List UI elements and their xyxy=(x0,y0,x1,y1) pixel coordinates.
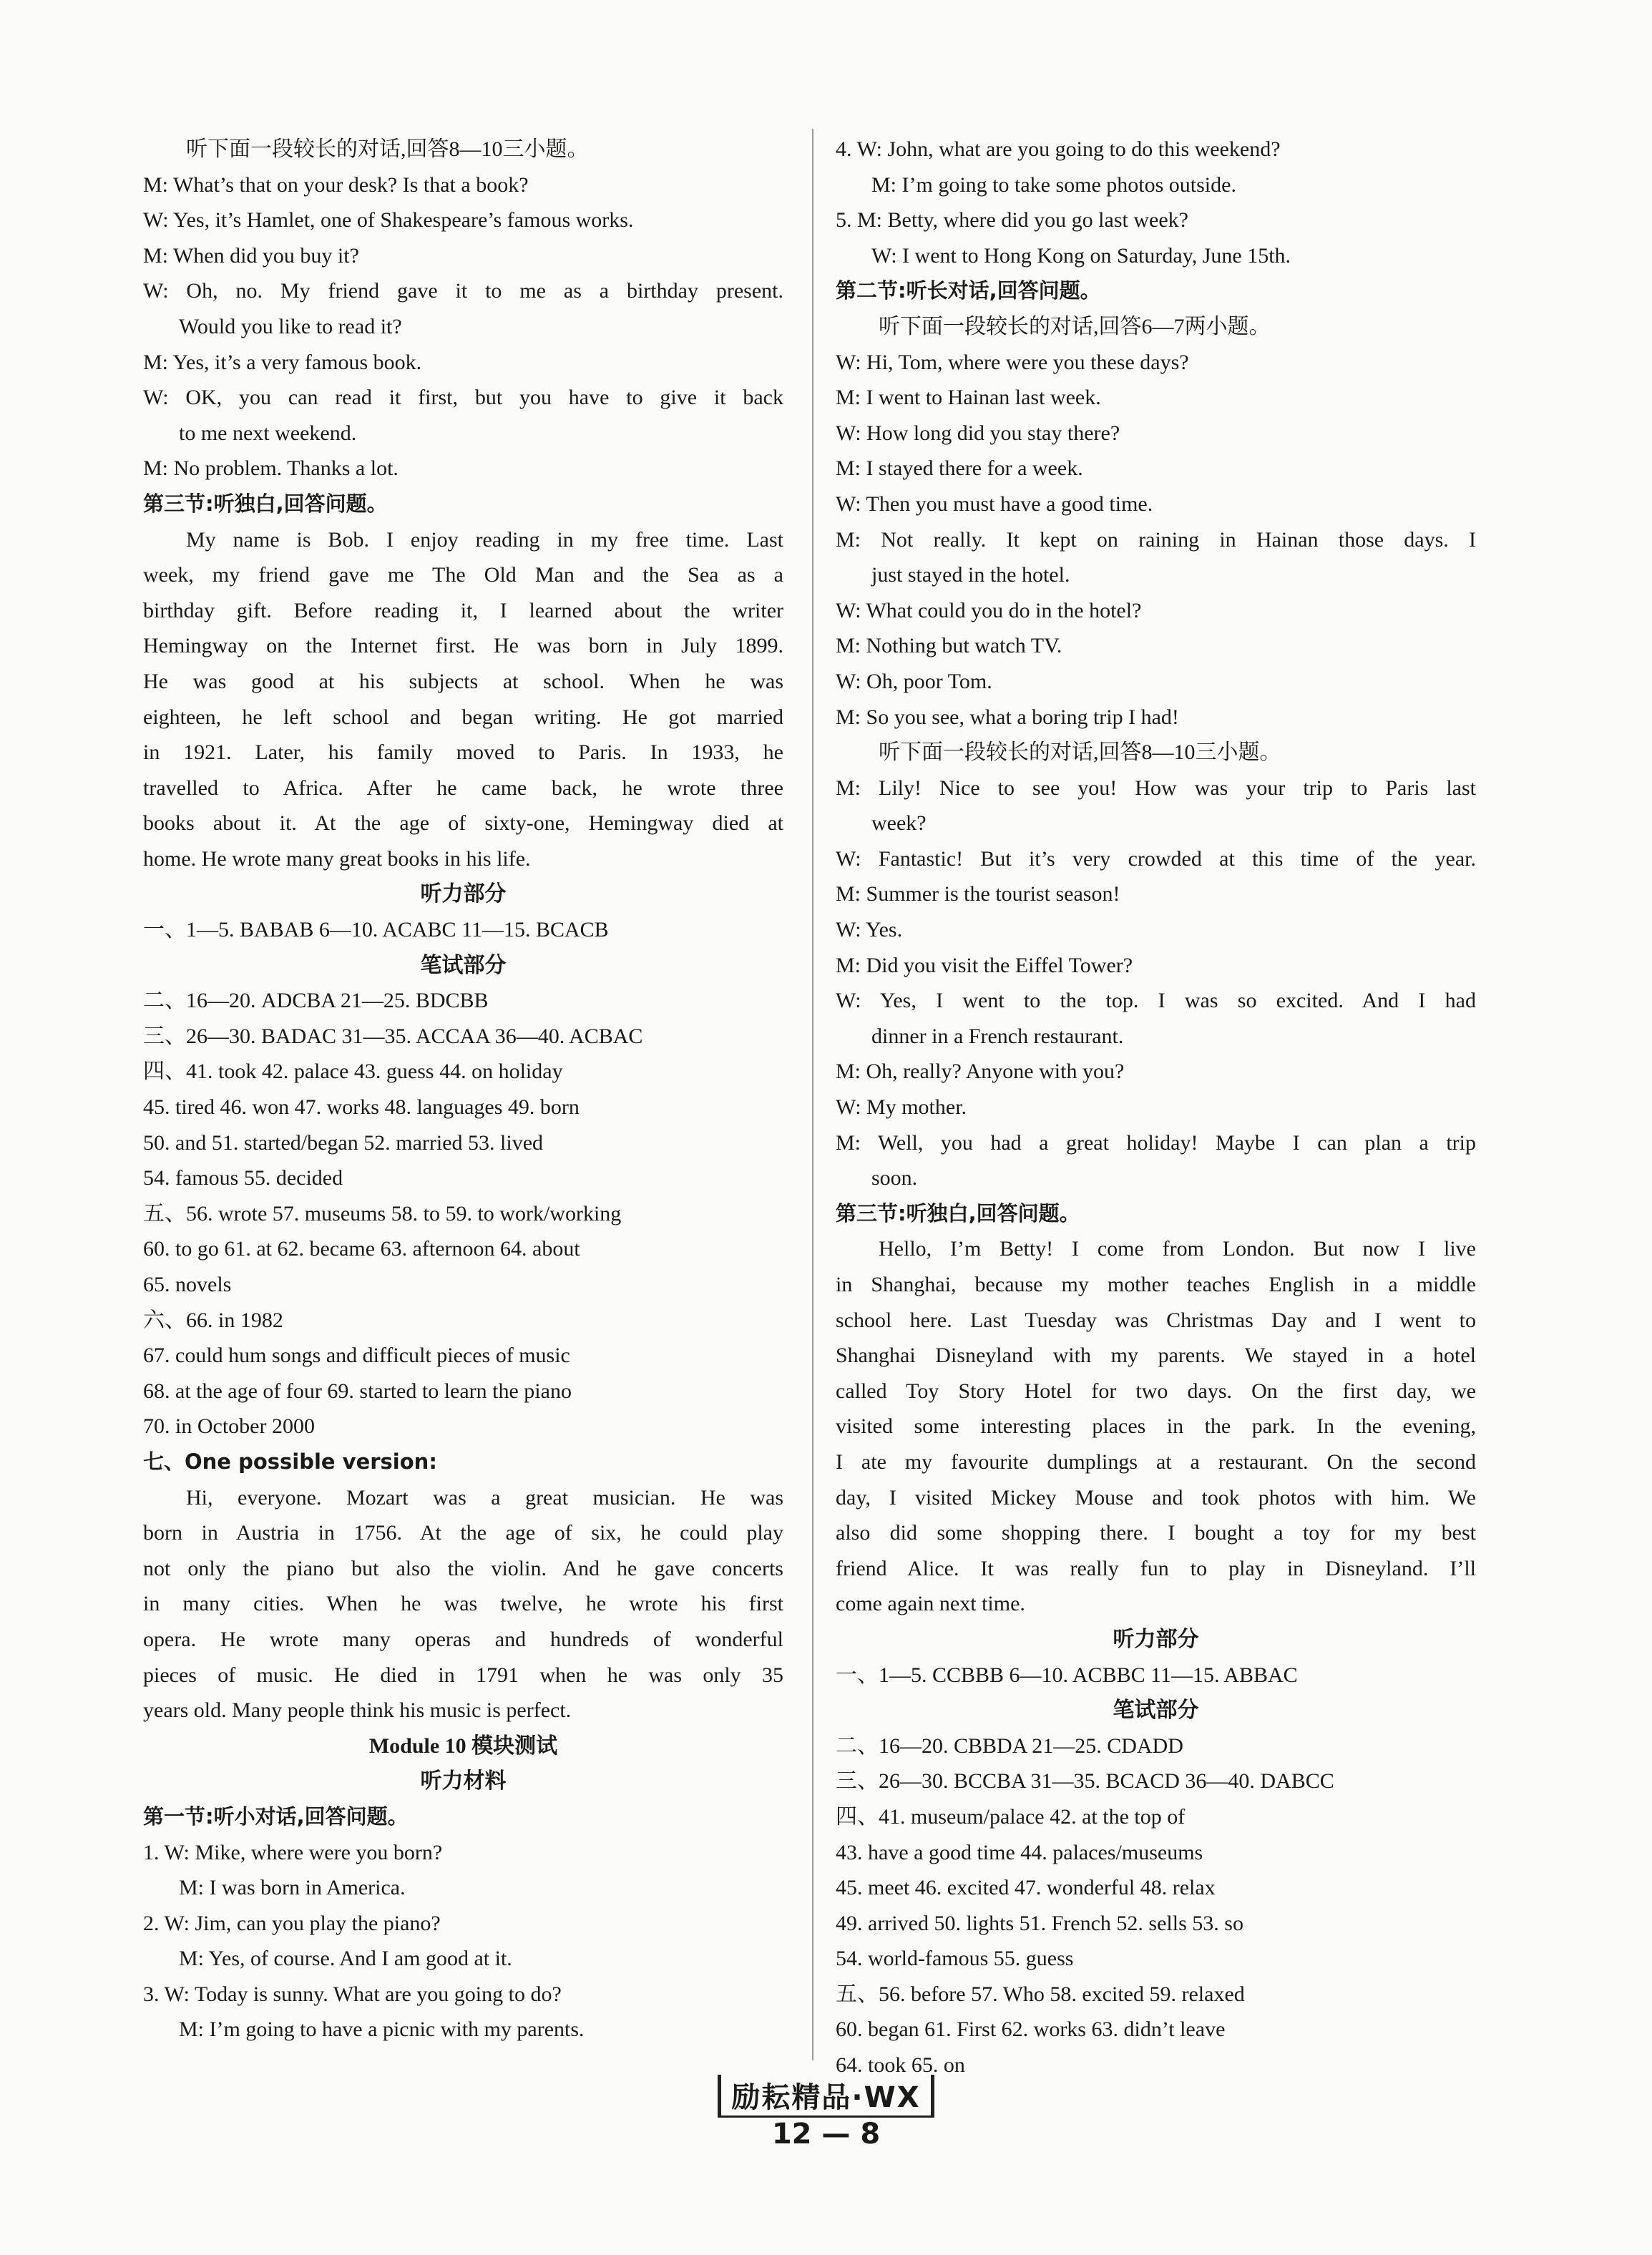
text-line: 笔试部分 xyxy=(1113,1698,1199,1723)
text-line: 一、1—5. CCBBB 6—10. ACBBC 11—15. ABBAC xyxy=(836,1663,1298,1687)
text-line: 四、41. museum/palace 42. at the top of xyxy=(836,1804,1186,1829)
text-line: M: Yes, it’s a very famous book. xyxy=(143,350,422,374)
text-line: W: Then you must have a good time. xyxy=(836,491,1153,516)
text-line: Hemingway on the Internet first. He was born in July 1899. xyxy=(143,634,783,658)
text-line: books about it. At the age of sixty-one, Hemingway died at xyxy=(143,811,783,836)
text-line: to me next weekend. xyxy=(179,421,357,445)
text-line: school here. Last Tuesday was Christmas Day and I went to xyxy=(836,1308,1476,1332)
text-line: in 1921. Later, his family moved to Paris. In 1933, he xyxy=(143,740,783,765)
text-line: 二、16—20. ADCBA 21—25. BDCBB xyxy=(143,989,489,1013)
text-line: eighteen, he left school and began writing. He got married xyxy=(143,705,783,729)
text-line: 45. meet 46. excited 47. wonderful 48. relax xyxy=(836,1876,1216,1900)
text-line: Would you like to read it? xyxy=(179,314,402,338)
text-line: 第三节:听独白,回答问题。 xyxy=(836,1200,1080,1226)
text-line: M: I’m going to have a picnic with my parents. xyxy=(179,2017,585,2042)
text-line: Shanghai Disneyland with my parents. We stayed in a hotel xyxy=(836,1344,1476,1368)
text-line: 三、26—30. BCCBA 31—35. BCACD 36—40. DABCC xyxy=(836,1769,1334,1794)
text-line: called Toy Story Hotel for two days. On the first day, we xyxy=(836,1379,1476,1403)
text-line: W: I went to Hong Kong on Saturday, June 15th. xyxy=(871,243,1291,268)
text-line: 3. W: Today is sunny. What are you going to do? xyxy=(143,1982,562,2006)
text-line: 第二节:听长对话,回答问题。 xyxy=(836,278,1101,303)
text-line: M: I’m going to take some photos outside. xyxy=(871,172,1236,197)
text-line: also did some shopping there. I bought a toy for my best xyxy=(836,1521,1476,1545)
text-line: He was good at his subjects at school. When he was xyxy=(143,669,783,693)
text-line: M: What’s that on your desk? Is that a book? xyxy=(143,172,529,197)
text-line: 54. famous 55. decided xyxy=(143,1166,343,1190)
text-line: 听力材料 xyxy=(420,1769,507,1794)
text-line: W: Hi, Tom, where were you these days? xyxy=(836,350,1189,374)
text-line: 第三节:听独白,回答问题。 xyxy=(143,491,388,516)
text-line: Module 10 模块测试 xyxy=(368,1733,558,1758)
text-line: 64. took 65. on xyxy=(836,2053,965,2078)
text-line: soon. xyxy=(871,1166,918,1190)
text-line: 43. have a good time 44. palaces/museums xyxy=(836,1840,1203,1864)
text-line: in many cities. When he was twelve, he wrote his first xyxy=(143,1592,783,1616)
text-line: visited some interesting places in the park. In the evening, xyxy=(836,1414,1476,1439)
text-line: 1. W: Mike, where were you born? xyxy=(143,1840,443,1864)
text-line: 45. tired 46. won 47. works 48. languages 49. born xyxy=(143,1095,580,1120)
text-line: 笔试部分 xyxy=(420,953,507,977)
text-line: opera. He wrote many operas and hundreds of wonderful xyxy=(143,1627,783,1651)
text-line: M: Lily! Nice to see you! How was your trip to Paris last xyxy=(836,776,1476,800)
left-column xyxy=(143,132,783,2048)
text-line: 六、66. in 1982 xyxy=(143,1308,283,1332)
text-line: 一、1—5. BABAB 6—10. ACABC 11—15. BCACB xyxy=(143,918,609,942)
text-line: W: Oh, no. My friend gave it to me as a birthday present. xyxy=(143,279,783,303)
page-number: 12 — 8 xyxy=(771,2118,881,2151)
text-line: 听下面一段较长的对话,回答6—7两小题。 xyxy=(879,314,1271,338)
text-line: W: What could you do in the hotel? xyxy=(836,598,1142,622)
text-line: M: No problem. Thanks a lot. xyxy=(143,456,399,481)
text-line: birthday gift. Before reading it, I learned about the writer xyxy=(143,598,783,622)
text-line: 49. arrived 50. lights 51. French 52. sells 53. so xyxy=(836,1911,1243,1935)
text-line: M: Oh, really? Anyone with you? xyxy=(836,1060,1125,1084)
right-column xyxy=(836,132,1476,2083)
text-line: W: How long did you stay there? xyxy=(836,421,1120,445)
text-line: W: Oh, poor Tom. xyxy=(836,669,992,693)
text-line: 54. world-famous 55. guess xyxy=(836,1947,1074,1971)
text-line: 七、One possible version: xyxy=(143,1449,437,1474)
text-line: come again next time. xyxy=(836,1592,1025,1616)
text-line: dinner in a French restaurant. xyxy=(871,1024,1124,1048)
text-line: in Shanghai, because my mother teaches English in a middle xyxy=(836,1273,1476,1296)
text-line: home. He wrote many great books in his life. xyxy=(143,846,531,871)
text-line: 听下面一段较长的对话,回答8—10三小题。 xyxy=(879,740,1281,765)
text-line: W: Yes, I went to the top. I was so excited. And I had xyxy=(836,989,1476,1013)
text-line: not only the piano but also the violin. And he gave concerts xyxy=(143,1556,783,1580)
text-line: 听力部分 xyxy=(420,882,507,906)
text-line: W: Yes. xyxy=(836,918,903,942)
text-line: Hi, everyone. Mozart was a great musician. He was xyxy=(186,1485,783,1510)
text-line: 50. and 51. started/began 52. married 53. lived xyxy=(143,1130,544,1155)
text-line: friend Alice. It was really fun to play in Disneyland. I’ll xyxy=(836,1556,1476,1580)
text-line: 68. at the age of four 69. started to learn the piano xyxy=(143,1379,572,1403)
footer xyxy=(0,2075,1652,2118)
text-line: 三、26—30. BADAC 31—35. ACCAA 36—40. ACBAC xyxy=(143,1024,643,1048)
text-line: My name is Bob. I enjoy reading in my free time. Last xyxy=(186,527,783,552)
text-line: M: I went to Hainan last week. xyxy=(836,386,1101,410)
text-line: years old. Many people think his music is perfect. xyxy=(143,1698,572,1723)
text-line: 70. in October 2000 xyxy=(143,1414,315,1439)
text-line: M: Did you visit the Eiffel Tower? xyxy=(836,953,1133,977)
text-line: M: I stayed there for a week. xyxy=(836,456,1083,481)
text-line: 67. could hum songs and difficult pieces of music xyxy=(143,1344,570,1368)
text-line: 65. novels xyxy=(143,1273,232,1296)
text-line: 2. W: Jim, can you play the piano? xyxy=(143,1911,441,1935)
text-line: W: My mother. xyxy=(836,1095,967,1120)
text-line: 听力部分 xyxy=(1113,1627,1199,1651)
column-divider xyxy=(812,129,813,2060)
text-line: 5. M: Betty, where did you go last week? xyxy=(836,208,1188,233)
text-line: Hello, I’m Betty! I come from London. But now I live xyxy=(879,1237,1476,1261)
text-line: 五、56. before 57. Who 58. excited 59. relaxed xyxy=(836,1982,1245,2006)
text-line: 五、56. wrote 57. museums 58. to 59. to work/working xyxy=(143,1201,622,1226)
text-line: 第一节:听小对话,回答问题。 xyxy=(143,1804,409,1829)
brand-logo: 励耘精品·WX xyxy=(718,2075,934,2118)
text-line: M: Not really. It kept on raining in Hainan those days. I xyxy=(836,527,1476,552)
text-line: M: So you see, what a boring trip I had! xyxy=(836,705,1179,729)
text-line: pieces of music. He died in 1791 when he was only 35 xyxy=(143,1663,783,1687)
text-line: week, my friend gave me The Old Man and the Sea as a xyxy=(143,563,783,587)
text-line: day, I visited Mickey Mouse and took photos with him. We xyxy=(836,1485,1476,1510)
text-line: M: I was born in America. xyxy=(179,1876,406,1900)
text-line: I ate my favourite dumplings at a restaurant. On the second xyxy=(836,1449,1476,1474)
text-line: just stayed in the hotel. xyxy=(871,563,1070,587)
text-line: M: When did you buy it? xyxy=(143,243,359,268)
text-line: M: Nothing but watch TV. xyxy=(836,634,1062,658)
text-line: W: Fantastic! But it’s very crowded at this time of the year. xyxy=(836,846,1476,871)
text-line: 60. to go 61. at 62. became 63. afternoon 64. about xyxy=(143,1237,580,1261)
text-line: 4. W: John, what are you going to do this weekend? xyxy=(836,137,1281,161)
text-line: 四、41. took 42. palace 43. guess 44. on holiday xyxy=(143,1060,563,1084)
text-line: M: Yes, of course. And I am good at it. xyxy=(179,1947,512,1971)
text-line: 听下面一段较长的对话,回答8—10三小题。 xyxy=(186,137,589,161)
text-line: M: Summer is the tourist season! xyxy=(836,882,1120,906)
text-line: W: Yes, it’s Hamlet, one of Shakespeare’s famous works. xyxy=(143,208,634,233)
text-line: travelled to Africa. After he came back, he wrote three xyxy=(143,776,783,800)
text-line: 60. began 61. First 62. works 63. didn’t leave xyxy=(836,2017,1226,2042)
text-line: week? xyxy=(871,811,927,836)
text-line: W: OK, you can read it first, but you have to give it back xyxy=(143,386,783,410)
text-line: 二、16—20. CBBDA 21—25. CDADD xyxy=(836,1733,1183,1758)
text-line: born in Austria in 1756. At the age of six, he could play xyxy=(143,1521,783,1545)
text-line: M: Well, you had a great holiday! Maybe I can plan a trip xyxy=(836,1130,1476,1155)
